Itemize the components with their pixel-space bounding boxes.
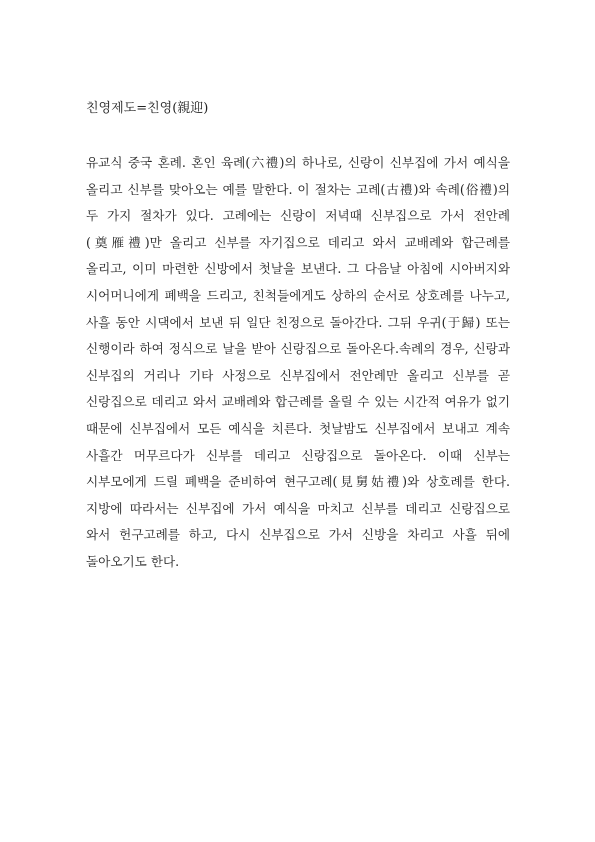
document-title: 친영제도=친영(親迎): [86, 101, 209, 116]
document-body-paragraph: 유교식 중국 혼례. 혼인 육례(六禮)의 하나로, 신랑이 신부집에 가서 예식을 올리고 신부를 맞아오는 예를 말한다. 이 절차는 고례(古禮)와 속례(俗禮)의 두 가지 절차가 있다. 고례에는 신랑이 저녁때 신부집으로 가서 전안례(奠雁禮)만 올리고 신부를 자기집으로 데리고 와서 교배례와 합근례를 올리고, 이미 마련한 신방에서 첫날을 보낸다. 그 다음날 아침에 시아버지와 시어머니에게 폐백을 드리고, 친척들에게도 상하의 순서로 상호례를 나누고, 사흘 동안 시댁에서 보낸 뒤 일단 친정으로 돌아간다. 그뒤 우귀(于歸) 또는 신행이라 하여 정식으로 날을 받아 신랑집으로 돌아온다.속례의 경우, 신랑과 신부집의 거리나 기타 사정으로 신부집에서 전안례만 올리고 신부를 곧 신랑집으로 데리고 와서 교배례와 합근례를 올릴 수 있는 시간적 여유가 없기 때문에 신부집에서 모든 예식을 치른다. 첫날밤도 신부집에서 보내고 계속 사흘간 머무르다가 신부를 데리고 신랑집으로 돌아온다. 이때 신부는 시부모에게 드릴 폐백을 준비하여 현구고례(見舅姑禮)와 상호례를 한다. 지방에 따라서는 신부집에 가서 예식을 마치고 신부를 데리고 신랑집으로 와서 헌구고례를 하고, 다시 신부집으로 가서 신방을 차리고 사흘 뒤에 돌아오기도 한다.: [86, 155, 510, 569]
